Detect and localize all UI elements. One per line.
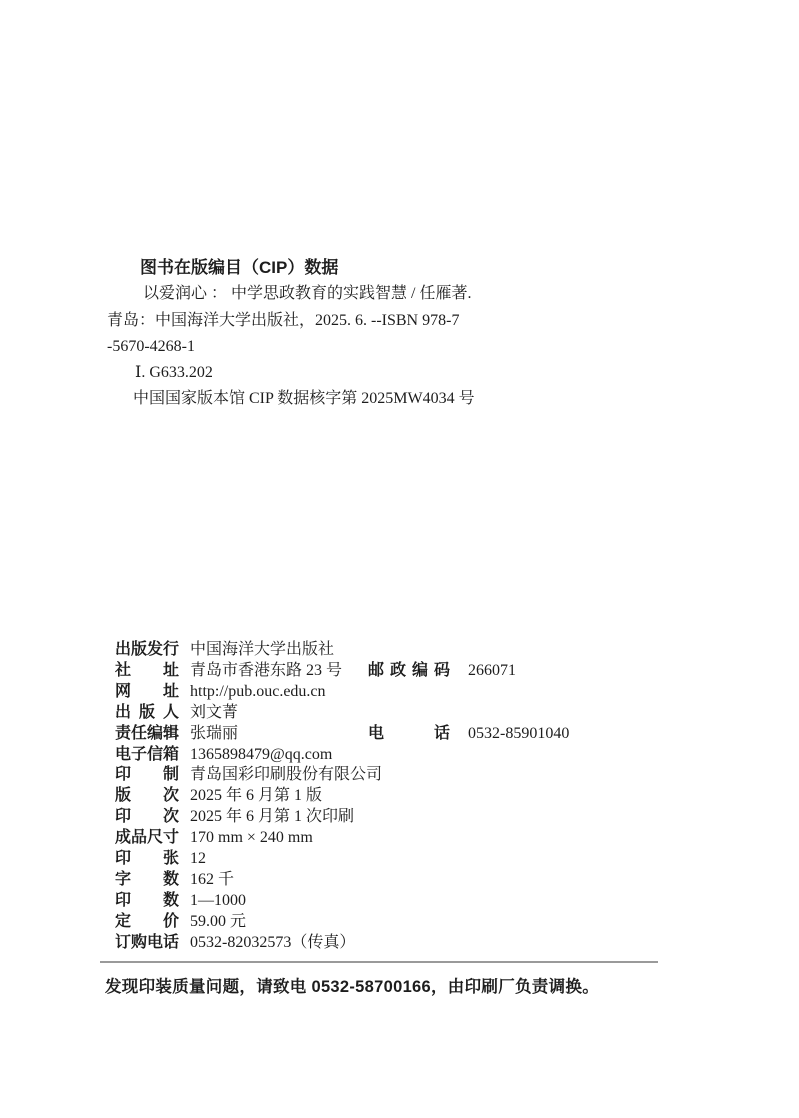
field-label: 版次 [115, 787, 179, 805]
field-label: 印制 [115, 766, 179, 784]
divider-line [100, 961, 658, 963]
field-value: 刘文菁 [190, 703, 239, 721]
field-value: 2025 年 6 月第 1 次印刷 [190, 808, 355, 826]
cip-line-isbn-continued: -5670-4268-1 [107, 337, 195, 355]
field-value: 162 千 [190, 870, 235, 888]
cip-line-record-number: 中国国家版本馆 CIP 数据核字第 2025MW4034 号 [133, 390, 475, 408]
colophon-row-order-phone [115, 933, 569, 954]
colophon-row-sheets [115, 849, 569, 870]
colophon-row-address [115, 661, 569, 682]
colophon-row-email [115, 745, 569, 766]
field-label: 出版人 [115, 703, 179, 721]
quality-notice: 发现印装质量问题，请致电 0532-58700166，由印刷厂负责调换。 [105, 978, 599, 996]
field-value: 1—1000 [190, 891, 246, 909]
field-value: 青岛市香港东路 23 号 [190, 661, 343, 679]
colophon-row-publisher [115, 640, 569, 661]
colophon-block [115, 640, 569, 954]
field-value: 青岛国彩印刷股份有限公司 [190, 766, 383, 784]
field-value: 266071 [468, 661, 516, 679]
field-value: 1365898479@qq.com [190, 745, 333, 763]
colophon-row-word-count [115, 870, 569, 891]
field-label: 电话 [368, 724, 450, 742]
colophon-row-impression [115, 807, 569, 828]
field-label: 成品尺寸 [115, 829, 180, 847]
colophon-row-publisher-person [115, 703, 569, 724]
field-label: 印次 [115, 808, 179, 826]
field-label: 印张 [115, 850, 179, 868]
field-value: 170 mm × 240 mm [190, 829, 313, 847]
cip-line-title-author: 以爱润心 ： 中学思政教育的实践智慧 / 任雁著. [143, 285, 472, 303]
colophon-row-print-run [115, 891, 569, 912]
field-label: 订购电话 [115, 933, 180, 951]
field-value: 0532-82032573（传真） [190, 933, 356, 951]
cip-block [107, 255, 627, 413]
field-label: 字数 [115, 870, 179, 888]
field-label: 邮政编码 [368, 661, 450, 679]
field-value: http://pub.ouc.edu.cn [190, 682, 326, 700]
field-label: 网址 [115, 682, 179, 700]
field-value: 张瑞丽 [190, 724, 239, 742]
colophon-row-price [115, 912, 569, 933]
cip-line-classification: Ⅰ. G633.202 [135, 364, 213, 382]
colophon-row-edition [115, 786, 569, 807]
colophon-row-editor [115, 724, 569, 745]
field-label: 责任编辑 [115, 724, 180, 742]
colophon-row-website [115, 682, 569, 703]
field-label: 电子信箱 [115, 745, 180, 763]
cip-title: 图书在版编目（CIP）数据 [140, 258, 339, 277]
field-label: 印数 [115, 891, 179, 909]
field-value: 12 [190, 850, 206, 868]
field-value: 59.00 元 [190, 912, 247, 930]
colophon-row-trim-size [115, 828, 569, 849]
field-label: 出版发行 [115, 641, 180, 658]
colophon-row-printer [115, 765, 569, 786]
field-label: 定价 [115, 912, 179, 930]
field-value: 中国海洋大学出版社 [190, 641, 335, 658]
field-value: 0532-85901040 [468, 724, 570, 742]
field-label: 社址 [115, 661, 179, 679]
cip-line-publisher-isbn: 青岛：中国海洋大学出版社，2025. 6. --ISBN 978-7 [107, 311, 460, 329]
field-value: 2025 年 6 月第 1 版 [190, 787, 323, 805]
